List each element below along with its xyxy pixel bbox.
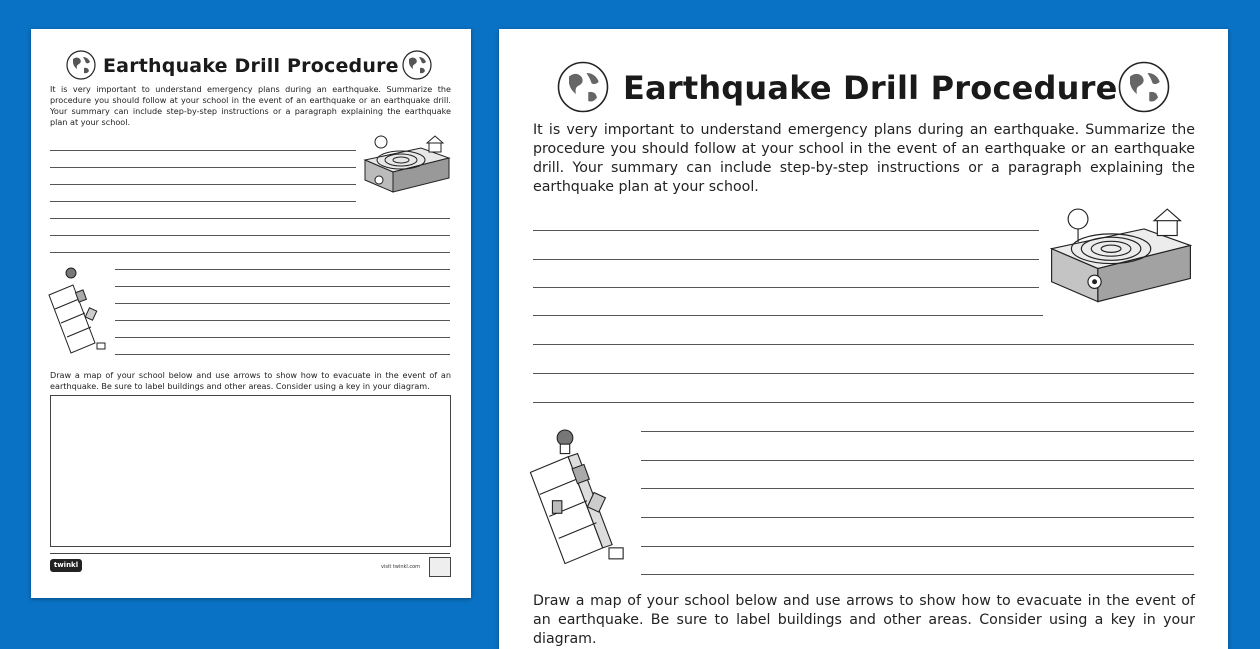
writing-line[interactable] <box>533 287 1039 288</box>
worksheet-preview-small <box>31 29 471 598</box>
globe-icon <box>1116 59 1172 115</box>
worksheet-title: Earthquake Drill Procedure <box>623 69 1118 107</box>
map-instruction: Draw a map of your school below and use arrows to show how to evacuate in the event of an earthquake. Be sure to label buildings and other areas. Consider using a key in your diagram. <box>50 370 451 391</box>
worksheet-preview-large <box>499 29 1228 649</box>
writing-line[interactable] <box>115 337 450 338</box>
writing-line[interactable] <box>50 218 450 219</box>
falling-bookshelf-illustration <box>43 265 113 355</box>
writing-line[interactable] <box>533 230 1039 231</box>
writing-line[interactable] <box>641 431 1194 432</box>
writing-line[interactable] <box>50 184 356 185</box>
writing-line[interactable] <box>533 373 1194 374</box>
worksheet-title: Earthquake Drill Procedure <box>103 55 399 77</box>
writing-line[interactable] <box>50 252 450 253</box>
writing-line[interactable] <box>50 235 450 236</box>
worksheet-intro: It is very important to understand emergency plans during an earthquake. Summarize the procedure you should follow at your school in the event of an earthquake or an earthquake drill. Your summary can include step-by-step instructions or a paragraph explaining the earthquake plan at your school. <box>533 122 1195 195</box>
writing-line[interactable] <box>533 402 1194 403</box>
writing-line[interactable] <box>50 201 356 202</box>
map-instruction: Draw a map of your school below and use arrows to show how to evacuate in the event of an earthquake. Be sure to label buildings and other areas. Consider using a key in your diagram. <box>533 593 1195 647</box>
globe-icon <box>401 49 433 81</box>
writing-line[interactable] <box>641 460 1194 461</box>
writing-line[interactable] <box>641 488 1194 489</box>
globe-icon <box>65 49 97 81</box>
writing-line[interactable] <box>50 167 356 168</box>
worksheet-intro: It is very important to understand emergency plans during an earthquake. Summarize the procedure you should follow at your school in the event of an earthquake or an earthquake drill. Your summary can include step-by-step instructions or a paragraph explaining the earthquake plan at your school. <box>50 84 451 127</box>
writing-line[interactable] <box>533 344 1194 345</box>
writing-line[interactable] <box>641 574 1194 575</box>
writing-line[interactable] <box>641 517 1194 518</box>
writing-line[interactable] <box>115 269 450 270</box>
logo-text: twinkl <box>53 561 79 569</box>
writing-line[interactable] <box>115 354 450 355</box>
footer-url[interactable]: visit twinkl.com <box>381 564 421 570</box>
footer-rule <box>50 553 450 554</box>
writing-line[interactable] <box>533 315 1043 316</box>
globe-icon <box>555 59 611 115</box>
writing-line[interactable] <box>641 546 1194 547</box>
writing-line[interactable] <box>115 320 450 321</box>
earthquake-epicenter-illustration <box>1045 201 1197 313</box>
footer-badge <box>429 557 451 577</box>
writing-line[interactable] <box>50 150 356 151</box>
falling-bookshelf-illustration <box>521 421 631 571</box>
twinkl-logo <box>50 559 82 572</box>
writing-line[interactable] <box>115 286 450 287</box>
writing-line[interactable] <box>115 303 450 304</box>
earthquake-epicenter-illustration <box>361 134 453 196</box>
map-drawing-area[interactable] <box>50 395 451 547</box>
writing-line[interactable] <box>533 259 1039 260</box>
